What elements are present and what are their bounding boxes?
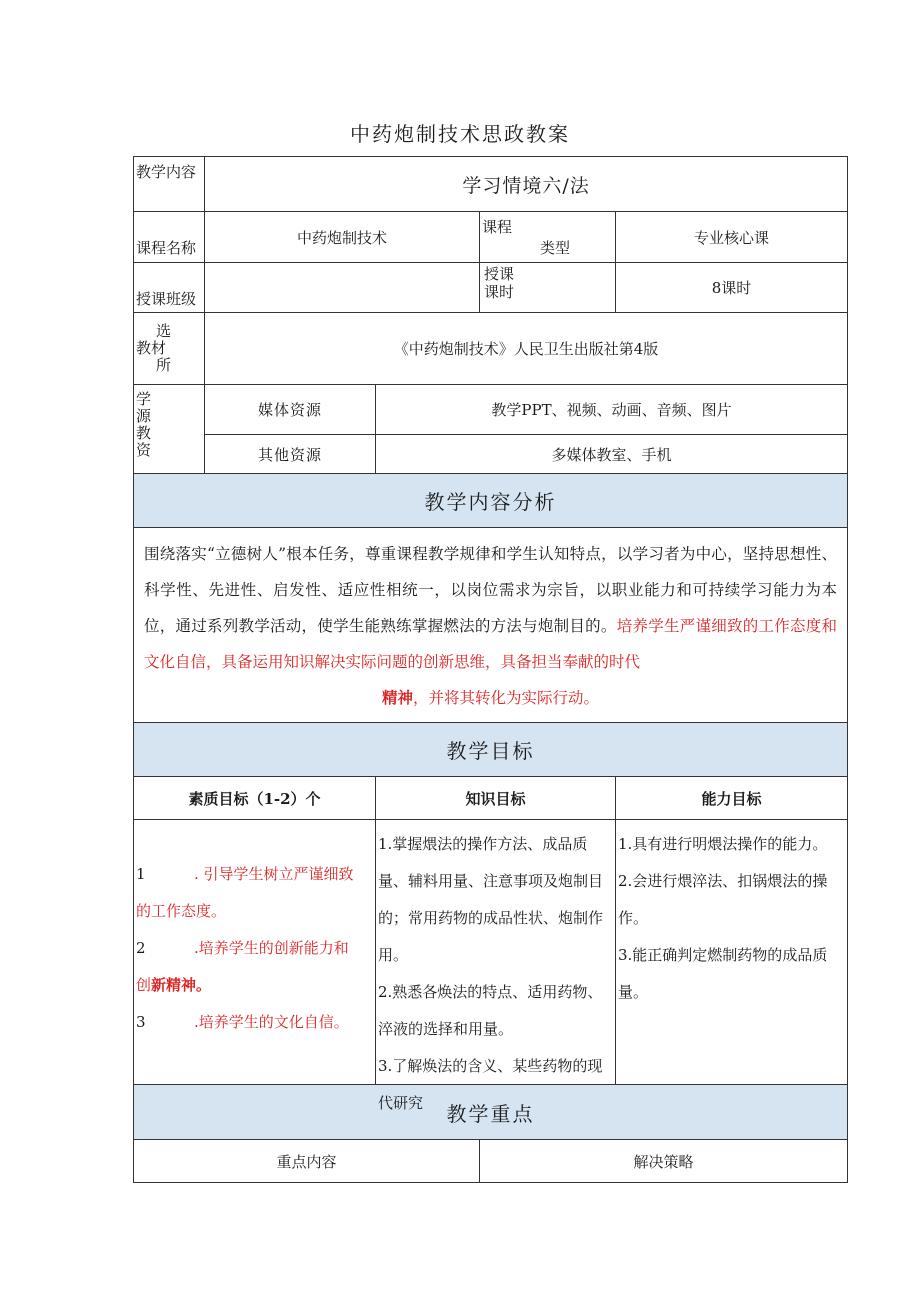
quality-goal-2: 2 .培养学生的创新能力和 <box>136 939 349 957</box>
course-type-label-cell <box>480 212 616 263</box>
hours-label-1: 授课 <box>484 265 515 283</box>
page-title: 中药炮制技术思政教案 <box>350 122 570 146</box>
goals-col-ability: 能力目标 <box>616 777 848 820</box>
analysis-text-red: 培养学生严谨细致的工作态度和文化自信，具备运用知识解决实际问题的创新思维，具备担当奉献的时代 <box>144 617 838 671</box>
course-name-value: 中药炮制技术 <box>205 212 480 263</box>
goals-body-row <box>134 820 848 1085</box>
keypoints-header-row <box>134 1140 848 1183</box>
content-label-cell <box>134 157 205 212</box>
analysis-heading: 教学内容分析 <box>134 474 848 528</box>
analysis-row <box>134 528 848 723</box>
textbook-label-cell <box>134 313 205 385</box>
content-label: 教学内容 <box>136 163 197 181</box>
keypoints-col-content: 重点内容 <box>134 1140 480 1183</box>
course-name-label-cell <box>134 212 205 263</box>
resource-label-3: 教 <box>136 424 152 442</box>
lesson-plan-table <box>133 156 848 1183</box>
resource-label-2: 源 <box>136 407 152 425</box>
other-value: 多媒体教室、手机 <box>376 435 848 474</box>
analysis-text-red-end: ，并将其转化为实际行动。 <box>413 689 600 707</box>
quality-goal-1: 1 . 引导学生树立严谨细致 <box>136 865 354 883</box>
goals-col-quality: 素质目标（1-2）个 <box>134 777 376 820</box>
knowledge-goals-cell <box>376 820 616 1112</box>
hours-value: 8课时 <box>616 263 848 313</box>
quality-goal-1-cont: 的工作态度。 <box>136 902 227 920</box>
keypoints-heading: 教学重点 <box>134 1085 848 1140</box>
ability-goals-text: 1.具有进行明煨法操作的能力。 2.会进行煨淬法、扣锅煨法的操作。 3.能正确判定燃制药物的成品质量。 <box>618 835 828 1001</box>
course-type-label-1: 课程 <box>482 218 513 236</box>
textbook-label-1: 选 <box>156 322 172 340</box>
goals-heading-row <box>134 723 848 777</box>
quality-goals-cell <box>134 820 376 1085</box>
hours-label-2: 课时 <box>484 283 515 301</box>
resource-label-4: 资 <box>136 441 152 459</box>
other-row <box>134 435 848 474</box>
knowledge-goals-text: 1.掌握煨法的操作方法、成品质量、辅料用量、注意事项及炮制目的；常用药物的成品性状、炮制作用。 2.熟悉各焕法的特点、适用药物、淬液的选择和用量。 3.了解焕法的含义、某些药物的现代研究 <box>378 835 604 1112</box>
ability-goals-cell <box>616 820 848 1085</box>
media-value: 教学PPT、视频、动画、音频、图片 <box>376 385 848 435</box>
analysis-body <box>134 528 848 723</box>
course-type-value: 专业核心课 <box>616 212 848 263</box>
class-label: 授课班级 <box>136 290 197 308</box>
class-label-cell <box>134 263 205 313</box>
analysis-text-red-bold: 精神 <box>382 688 414 707</box>
keypoints-col-strategy: 解决策略 <box>480 1140 848 1183</box>
resource-label-1: 学 <box>136 390 152 408</box>
course-row <box>134 212 848 263</box>
resource-label-cell <box>134 385 205 474</box>
content-row <box>134 157 848 212</box>
quality-goal-3: 3 .培养学生的文化自信。 <box>136 1013 349 1031</box>
textbook-row <box>134 313 848 385</box>
class-row <box>134 263 848 313</box>
course-type-label-2: 类型 <box>540 239 571 257</box>
content-value: 学习情境六/法 <box>205 157 848 212</box>
class-value <box>205 263 480 313</box>
textbook-value: 《中药炮制技术》人民卫生出版社第4版 <box>205 313 848 385</box>
hours-label-cell <box>480 263 616 313</box>
goals-header-row <box>134 777 848 820</box>
goals-heading: 教学目标 <box>134 723 848 777</box>
quality-goal-2-cont: 创新精神。 <box>136 976 212 994</box>
course-name-label: 课程名称 <box>136 239 197 257</box>
analysis-heading-row <box>134 474 848 528</box>
textbook-label-3: 所 <box>156 356 172 374</box>
other-label: 其他资源 <box>205 435 376 474</box>
media-label: 媒体资源 <box>205 385 376 435</box>
goals-col-knowledge: 知识目标 <box>376 777 616 820</box>
media-row <box>134 385 848 435</box>
analysis-text: 围绕落实“立德树人”根本任务，尊重课程教学规律和学生认知特点，以学习者为中心，坚持思想性、科学性、先进性、启发性、适应性相统一，以岗位需求为宗旨，以职业能力和可持续学习能力为本位，通过系列教学活动，使学生能熟练掌握燃法的方法与炮制目的。 <box>144 545 838 635</box>
keypoints-heading-row <box>134 1085 848 1140</box>
textbook-label-2: 教材 <box>136 339 167 357</box>
